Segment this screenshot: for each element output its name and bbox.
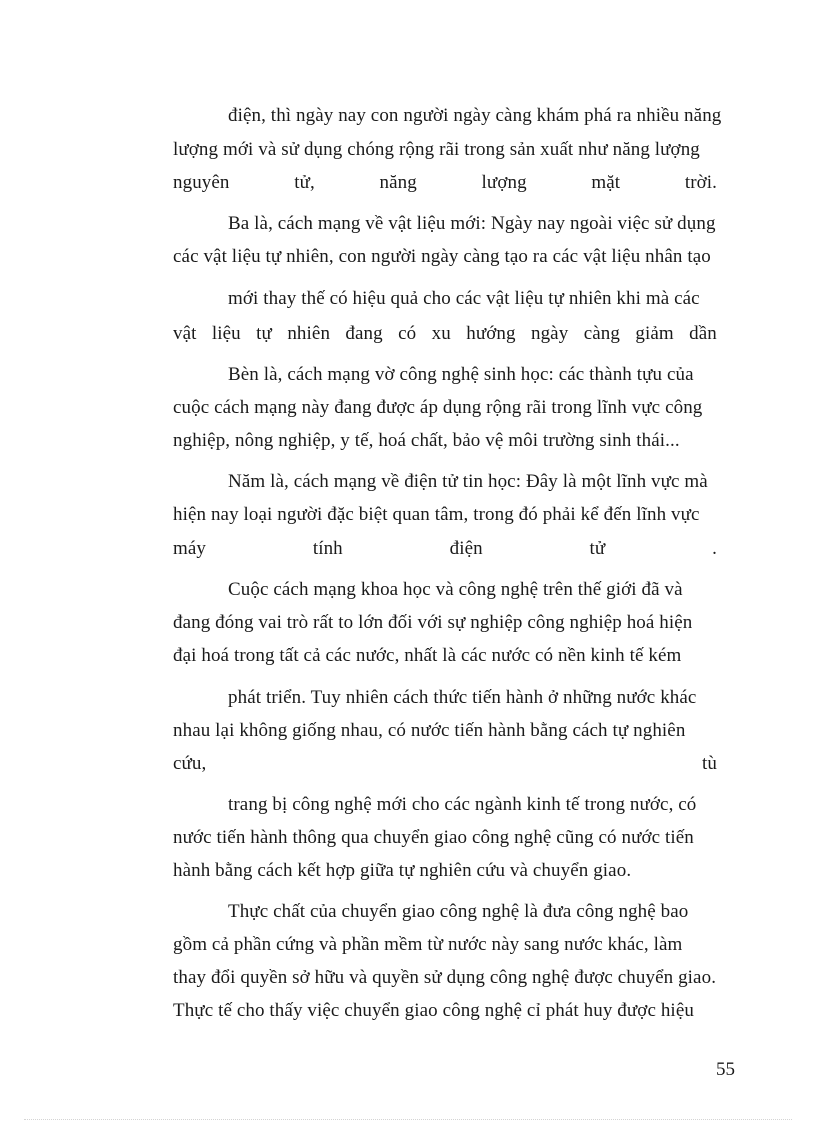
text-line-8: Bèn là, cách mạng vờ công nghệ sinh học: các thành tựu của [228,364,694,385]
text-line-26: Thực tế cho thấy việc chuyển giao công nghệ cỉ phát huy được hiệu [173,1000,694,1021]
text-line-24: gồm cả phần cứng và phần mềm từ nước này sang nước khác, làm [173,934,683,955]
text-line-25: thay đổi quyền sở hữu và quyền sử dụng công nghệ được chuyển giao. [173,967,717,988]
word: nguyên [173,172,230,193]
text-line-11: Năm là, cách mạng về điện tử tin học: Đây là một lĩnh vực mà [228,471,708,492]
text-line-13 [173,537,717,561]
word: hướng [466,323,516,344]
word: xu [431,323,451,344]
text-line-7 [173,322,717,346]
word: giảm [635,323,674,344]
text-line-16: đại hoá trong tất cả các nước, nhất là các nước có nền kinh tế kém [173,645,682,666]
word: tử [589,538,606,559]
word: năng [379,172,417,193]
text-line-1: điện, thì ngày nay con người ngày càng khám phá ra nhiều năng [228,105,722,126]
page-number: 55 [716,1059,735,1080]
text-line-5: các vật liệu tự nhiên, con người ngày càng tạo ra các vật liệu nhân tạo [173,246,711,267]
word: dần [689,323,717,344]
text-line-18: nhau lại không giống nhau, có nước tiến hành bằng cách tự nghiên [173,720,686,741]
word: có [398,323,417,344]
word: đang [345,323,383,344]
word: máy [173,538,207,559]
text-line-19 [173,752,717,776]
text-line-23: Thực chất của chuyển giao công nghệ là đưa công nghệ bao [228,901,689,922]
word: tự [256,323,272,344]
text-line-2: lượng mới và sử dụng chóng rộng rãi trong sản xuất như năng lượng [173,139,700,160]
text-line-10: nghiệp, nông nghiệp, y tế, hoá chất, bảo vệ môi trường sinh thái... [173,430,680,451]
page-bottom-rule [24,1119,792,1120]
word: cứu, [173,753,207,774]
text-line-6: mới thay thế có hiệu quả cho các vật liệu tự nhiên khi mà các [228,288,700,309]
text-line-21: nước tiến hành thông qua chuyển giao công nghệ cũng có nước tiến [173,827,694,848]
word: tính [312,538,343,559]
text-line-14: Cuộc cách mạng khoa học và công nghệ trên thế giới đã và [228,579,683,600]
word: tù [702,753,717,774]
word: . [712,538,717,559]
word: lượng [481,172,527,193]
word: vật [173,323,197,344]
word: ngày [530,323,569,344]
word: liệu [211,323,241,344]
word: càng [583,323,620,344]
text-line-12: hiện nay loại người đặc biệt quan tâm, trong đó phải kể đến lĩnh vực [173,504,700,525]
text-line-9: cuộc cách mạng này đang được áp dụng rộng rãi trong lĩnh vực công [173,397,703,418]
word: điện [449,538,483,559]
word: tử, [294,172,315,193]
text-line-15: đang đóng vai trò rất to lớn đối với sự nghiệp công nghiệp hoá hiện [173,612,693,633]
text-line-17: phát triển. Tuy nhiên cách thức tiến hành ở những nước khác [228,687,697,708]
text-line-22: hành bằng cách kết hợp giữa tự nghiên cứu và chuyển giao. [173,860,632,881]
text-line-20: trang bị công nghệ mới cho các ngành kinh tế trong nước, có [228,794,697,815]
word: nhiên [287,323,331,344]
text-line-3 [173,171,717,195]
word: trời. [684,172,717,193]
word: mặt [591,172,621,193]
text-line-4: Ba là, cách mạng về vật liệu mới: Ngày nay ngoài việc sử dụng [228,213,716,234]
